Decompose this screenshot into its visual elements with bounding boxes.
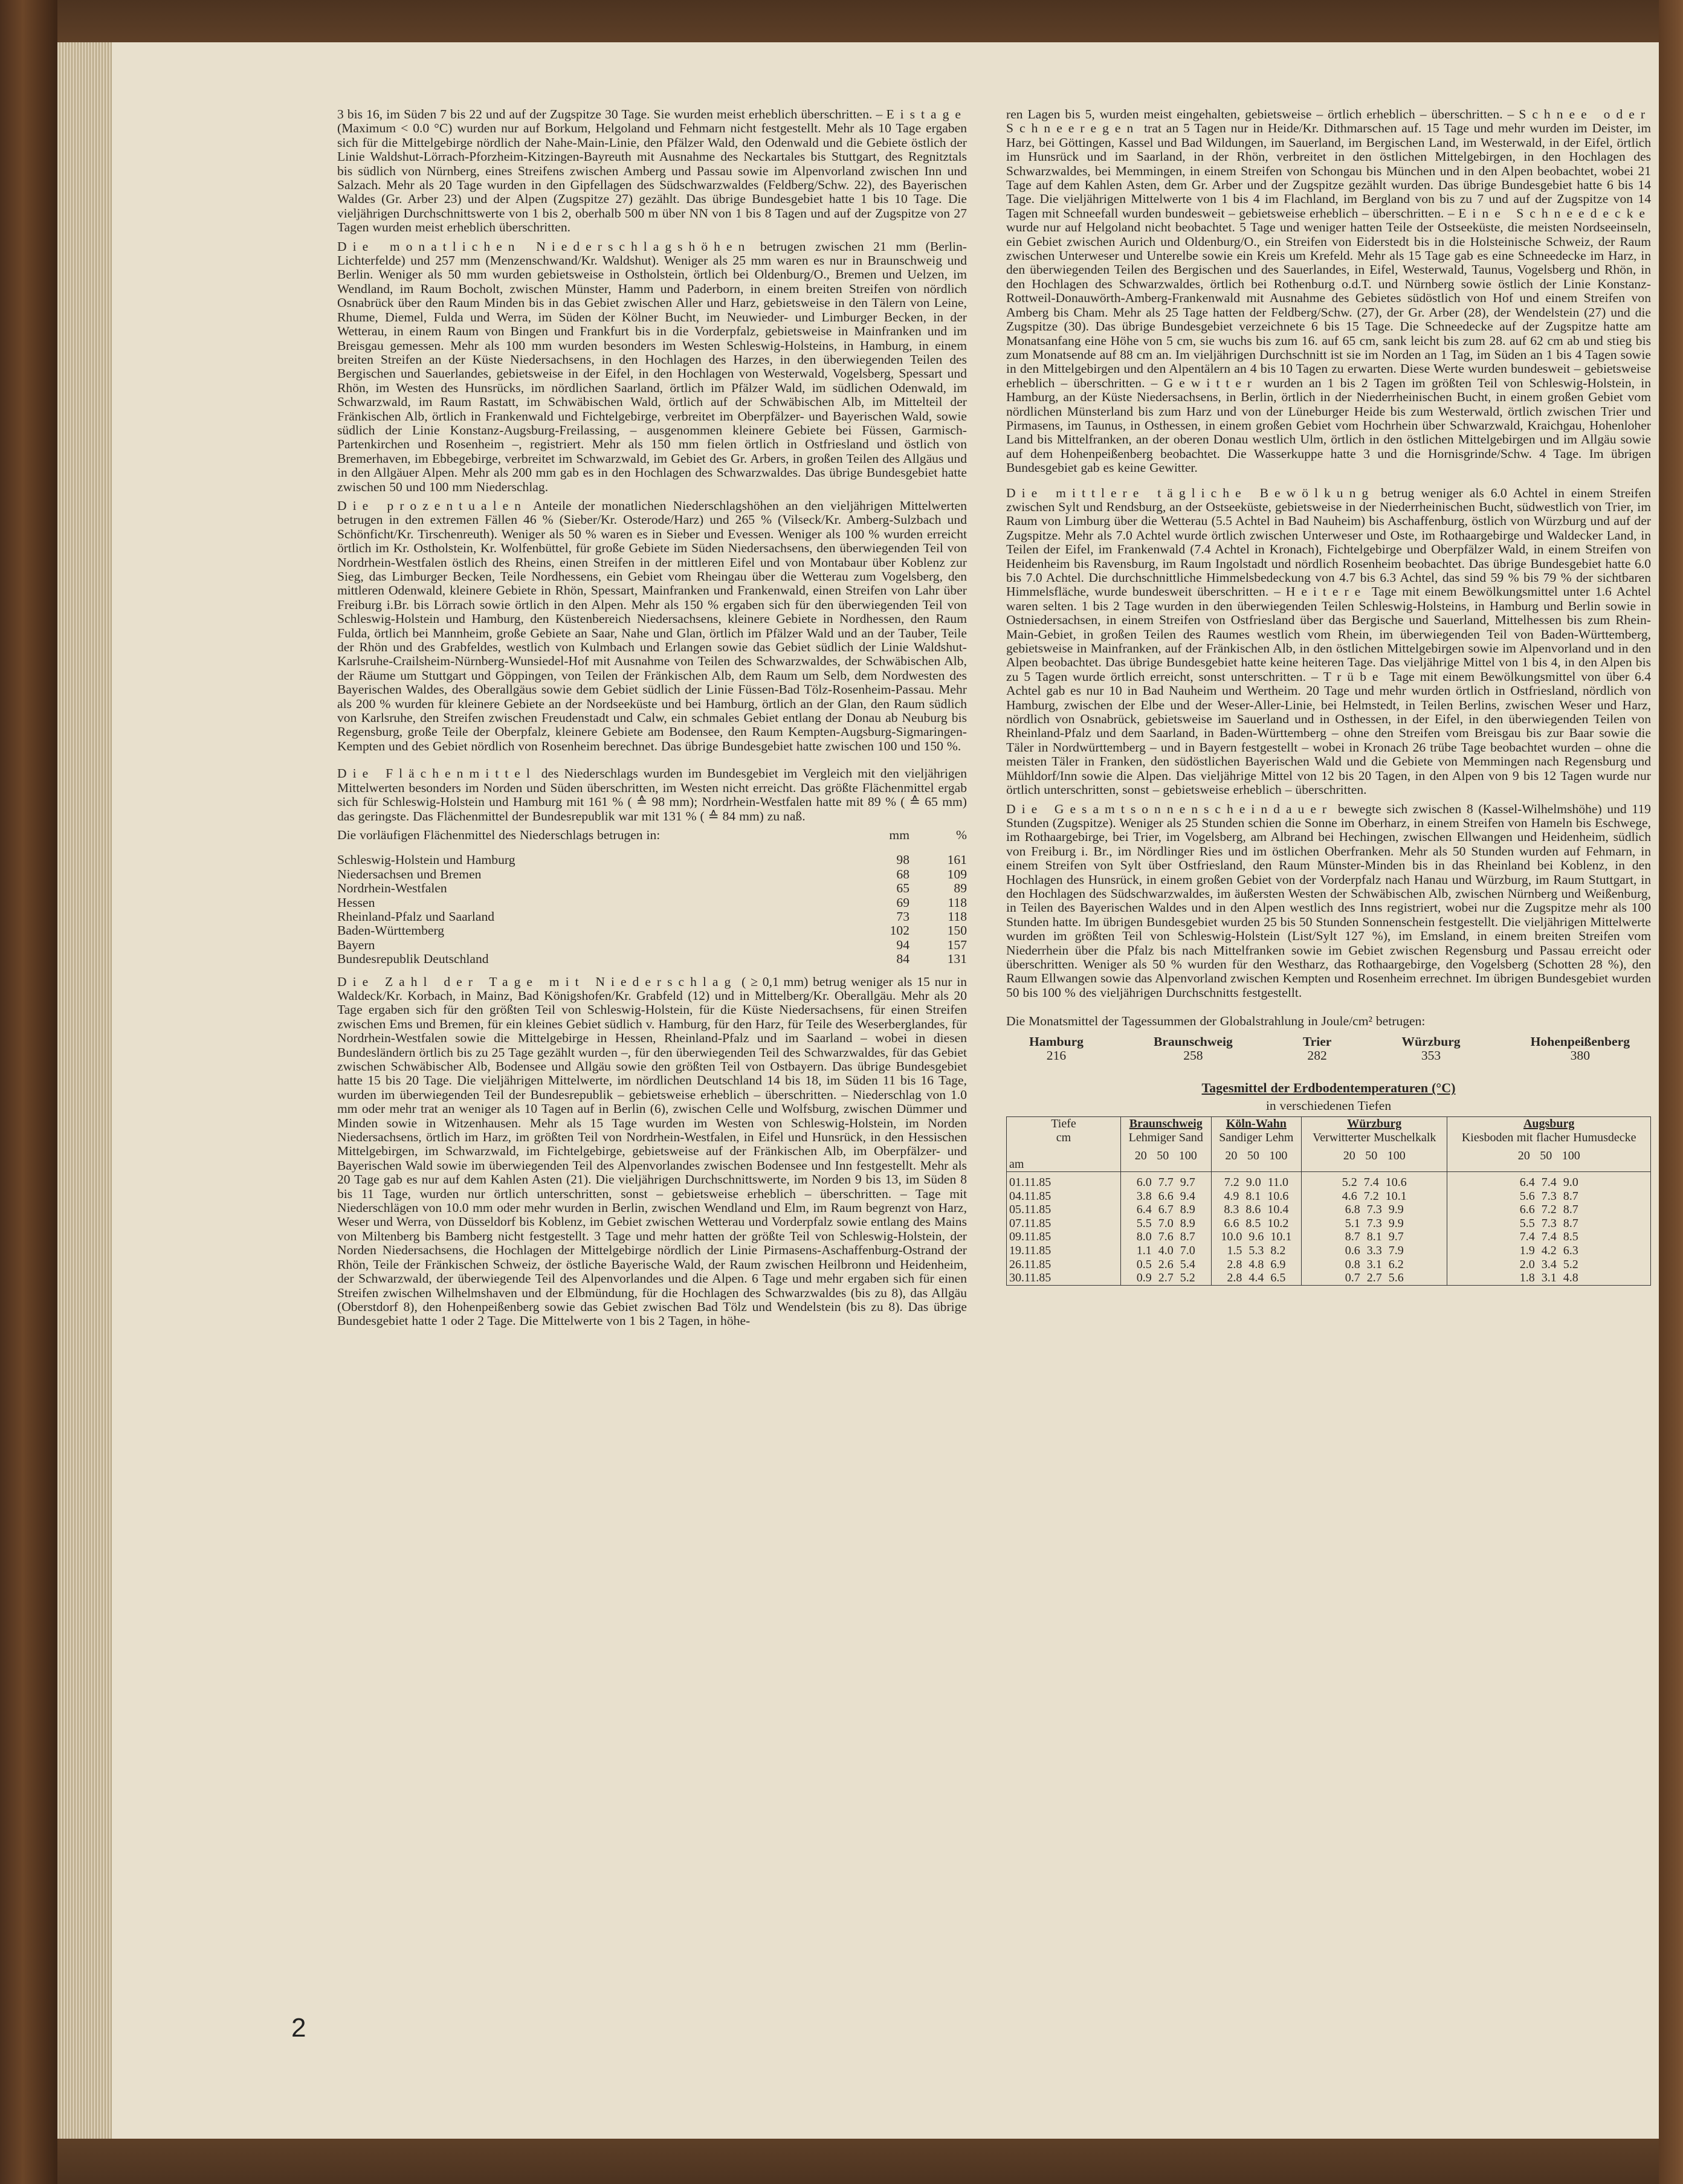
soil-values: 6.8 7.3 9.9 (1302, 1203, 1447, 1217)
cell-region: Schleswig-Holstein und Hamburg (337, 852, 515, 868)
paragraph-bewoelkung: Die mittlere tägliche Bewölkung betrug weniger als 6.0 Achtel in einem Streifen zwischen Sylt und Rendsburg, an der Ostseeküste, gebietsweise in der Niederrheinischen Bucht, südwestlich von Trier, im Raum von Limburg über die Wetterau (5.5 Achtel in Bad Nauheim) bis Aschaffenburg, östlich von Würzburg und auf der Zugspitze. Mehr als 7.0 Achtel wurde örtlich zwischen Unterweser und Oste, im Rothaargebirge und Waldecker Land, in Teilen der Eifel, im Frankenwald (7.4 Achtel in Kronach), Fichtelgebirge und Oberpfälzer Wald, in einem Streifen von Heidenheim bis Ravensburg, im Raum Ingolstadt und nördlich Rosenheim beobachtet. Das übrige Bundesgebiet hatte 6.0 bis 7.0 Achtel. Die durchschnittliche Himmelsbedeckung von 4.7 bis 6.3 Achtel, das sind 59 % bis 79 % der sichtbaren Himmelsfläche, wurde bundesweit überschritten. – Heitere Tage mit einem Bewölkungsmittel unter 1.6 Achtel waren selten. 1 bis 2 Tage wurden in den überwiegenden Teilen Schleswig-Holsteins, in Hamburg und Berlin sowie in Ostniedersachsen, in einem Streifen von Ostfriesland über das Bergische und Sauerland, Mittelhessen bis zum Rhein-Main-Gebiet, in großen Teilen des Raumes westlich vom Rhein, im überwiegenden Teil von Baden-Württemberg, gebietsweise in Mainfranken, auf der Fränkischen Alb, in den östlichen Mittelgebirgen sowie im Alpenvorland und in den Alpen beobachtet. Das übrige Bundesgebiet hatte keine heiteren Tage. Das vieljährige Mittel von 1 bis 4, in den Alpen bis zu 5 Tagen wurde örtlich erreicht, sonst unterschritten. – Trübe Tage mit einem Bewölkungsmittel von über 6.4 Achtel gab es nur 10 in Bad Nauheim und Wertheim. 20 Tage und mehr wurden örtlich in Ostfriesland, nördlich von Hamburg, zwischen der Elbe und der Weser-Aller-Linie, bei Helmstedt, in Teilen Berlins, zwischen Weser und Harz, nördlich von Osnabrück, gebietsweise im Sauerland und in Osthessen, in der Eifel, in den überwiegenden Teilen von Rheinland-Pfalz und dem Saarland, in Baden-Württemberg – ohne den Streifen vom Breisgau bis zur Baar sowie die Täler in Nordwürttemberg – und in Bayern festgestellt – wobei in Kronach 26 trübe Tage beobachtet wurden – ohne die meisten Täler in Franken, den südöstlichen Bayerischen Wald und die Gebiete von Memmingen nach Regensburg und Mühldorf/Inn sowie die Alpen. Das vieljährige Mittel von 12 bis 20 Tagen, in den Alpen von 9 bis 12 Tagen wurde nur örtlich unterschritten, sonst – gebietsweise erheblich – überschritten. (1006, 485, 1652, 797)
radiation-values (1006, 1035, 1651, 1063)
soil-values: 1.8 3.1 4.8 (1447, 1271, 1651, 1285)
station-value: 353 (1421, 1048, 1441, 1063)
station-name: Würzburg (1401, 1034, 1461, 1049)
cell-region: Niedersachsen und Bremen (337, 866, 482, 881)
cell-region: Bayern (337, 937, 375, 952)
cell-mm: 73 (896, 909, 909, 924)
precipitation-table (337, 828, 967, 967)
cell-pct: 150 (947, 923, 967, 938)
soil-values: 8.3 8.6 10.4 (1211, 1203, 1302, 1217)
scan-top-edge (57, 0, 1659, 42)
soil-values: 2.8 4.8 6.9 (1211, 1258, 1302, 1272)
right-column (1006, 108, 1651, 1286)
soil-date: 07.11.85 (1009, 1216, 1051, 1230)
soil-values: 2.8 4.4 6.5 (1211, 1271, 1302, 1285)
cell-pct: 89 (954, 881, 967, 896)
soil-temperature-table (1006, 1116, 1651, 1286)
paragraph-schnee: ren Lagen bis 5, wurden meist eingehalten, gebietsweise – örtlich erheblich – überschritten. – Schnee oder Schneeregen trat an 5 Tagen nur in Heide/Kr. Dithmarschen auf. 15 Tage und mehr wurden im Deister, im Harz, bei Göttingen, Kassel und Bad Wildungen, im Sauerland, im Bergischen Land, im Westerwald, in der Eifel, örtlich im Hunsrück und im Saarland, in der Rhön, verbreitet in den östlichen Mittelgebirgen, in den Hochlagen des Schwarzwaldes, bei Memmingen, in einem Streifen von Schongau bis München und in den Alpen beobachtet, wobei 21 Tage auf dem Kahlen Asten, dem Gr. Arber und der Zugspitze gezählt wurden. Das übrige Bundesgebiet hatte 6 bis 14 Tage. Die vieljährigen Mittelwerte von 1 bis 4 im Flachland, im Bergland von bis zu 7 und auf der Zugspitze von 14 Tagen mit Schneefall wurden bundesweit – gebietsweise erheblich – überschritten. – Eine Schneedecke wurde nur auf Helgoland nicht beobachtet. 5 Tage und weniger hatten Teile der Ostseeküste, die meisten Nordseeinseln, ein Gebiet zwischen Aurich und Oldenburg/O., ein Streifen von Eiderstedt bis in die Holsteinische Schweiz, der Raum zwischen Unterweser und Unterelbe sowie ein Kreis um Krefeld. Mehr als 15 Tage gab es eine Schneedecke im Harz, in den überwiegenden Teilen des Bergischen und des Sauerlandes, in Eifel, Westerwald, Taunus, Vogelsberg und Rhön, in den Hochlagen des Schwarzwaldes, örtlich bei Rothenburg o.d.T. und Nürnberg sowie östlich der Linie Konstanz-Rottweil-Donauwörth-Amberg-Frankenwald mit Ausnahme des Gebietes südöstlich von Hof und einem Streifen von Amberg bis Cham. Mehr als 25 Tage hatten der Feldberg/Schw. (27), der Gr. Arber (28), der Wendelstein (27) und die Zugspitze (30). Das übrige Bundesgebiet verzeichnete 6 bis 15 Tage. Die Schneedecke auf der Zugspitze hatte am Monatsanfang eine Höhe von 5 cm, sie wuchs bis zum 16. auf 65 cm, sank leicht bis zum 28. auf 62 cm ab und stieg bis zum Monatsende auf 88 cm an. Im vieljährigen Durchschnitt ist sie im Norden an 1 Tag, im Süden an 1 bis 4 Tagen sowie in den Mittelgebirgen und den Alpentälern an 4 bis 10 Tagen zu erwarten. Diese Werte wurden bundesweit – gebietsweise erheblich – überschritten. – Gewitter wurden an 1 bis 2 Tagen im größten Teil von Schleswig-Holstein, in Hamburg, an der Küste Niedersachsens, in Berlin, örtlich in der Niederrheinischen Bucht, in einem großen Gebiet vom nördlichen Münsterland bis zum Harz und von der Lüneburger Heide bis zum Westerwald, örtlich zwischen Trier und Pirmasens, im Taunus, in Osthessen, in einem großen Gebiet vom Hochrhein über Schwarzwald, Kraichgau, Hohenloher Land bis Mittelfranken, an der oberen Donau westlich Ulm, örtlich in den östlichen Mittelgebirgen und im Allgäu sowie auf dem Hohenpeißenberg beobachtet. Die Wasserkuppe hatte 3 und die Hornisgrinde/Schw. 4 Tage. Im übrigen Bundesgebiet gab es keine Gewitter. (1006, 107, 1652, 475)
soil-type: Lehmiger Sand (1128, 1130, 1203, 1144)
soil-depths: 20 50 100 (1134, 1149, 1197, 1163)
soil-date: 09.11.85 (1009, 1230, 1051, 1244)
cell-region: Rheinland-Pfalz und Saarland (337, 909, 495, 924)
soil-station-name: Braunschweig (1129, 1117, 1203, 1131)
soil-values: 4.9 8.1 10.6 (1211, 1190, 1302, 1203)
soil-values: 4.6 7.2 10.1 (1302, 1190, 1447, 1203)
soil-station-3 (1447, 1117, 1651, 1172)
soil-station-0 (1121, 1117, 1212, 1172)
soil-date: 30.11.85 (1009, 1271, 1051, 1285)
soil-values: 7.2 9.0 11.0 (1211, 1172, 1302, 1190)
soil-row (1007, 1203, 1651, 1217)
station-value: 380 (1570, 1048, 1590, 1063)
header-mm: mm (889, 827, 909, 842)
station-name: Hamburg (1029, 1034, 1084, 1049)
cell-mm: 98 (896, 852, 909, 868)
soil-values: 5.5 7.0 8.9 (1121, 1217, 1212, 1231)
cell-mm: 68 (896, 866, 909, 881)
soil-values: 0.5 2.6 5.4 (1121, 1258, 1212, 1272)
soil-type: Sandiger Lehm (1219, 1130, 1294, 1144)
soil-row (1007, 1271, 1651, 1285)
station-value: 282 (1307, 1048, 1327, 1063)
soil-values: 0.6 3.3 7.9 (1302, 1244, 1447, 1258)
soil-depths: 20 50 100 (1517, 1149, 1580, 1163)
book-binding-right (1659, 0, 1683, 2184)
soil-values: 1.1 4.0 7.0 (1121, 1244, 1212, 1258)
soil-values: 5.2 7.4 10.6 (1302, 1172, 1447, 1190)
soil-values: 1.9 4.2 6.3 (1447, 1244, 1651, 1258)
table-row (337, 896, 967, 910)
soil-station-name: Augsburg (1523, 1117, 1575, 1131)
soil-values: 5.1 7.3 9.9 (1302, 1217, 1447, 1231)
cell-region: Hessen (337, 895, 375, 910)
soil-row (1007, 1172, 1651, 1190)
table-row (337, 952, 967, 966)
page-number: 2 (291, 2013, 306, 2043)
paragraph-niederschlagshoehen: Die monatlichen Niederschlagshöhen betrugen zwischen 21 mm (Berlin-Lichterfelde) und 257 mm (Menzenschwand/Kr. Waldshut). Weniger als 25 mm waren es nur in Braunschweig und Berlin. Weniger als 50 mm wurden gebietsweise in Ostholstein, örtlich bei Oldenburg/O., Bremen und Uelzen, im Wendland, im Raum Bocholt, zwischen Münster, Hamm und Paderborn, in einem breiten Streifen von nördlich Osnabrück über den Raum Minden bis in das Gebiet zwischen Aller und Harz, gebietsweise in den Tälern von Leine, Rhume, Diemel, Fulda und Werra, im Süden der Kölner Bucht, im Neuwieder- und Limburger Becken, in der Wetterau, in einem Raum von Bingen und Frankfurt bis in die Vorderpfalz, gebietsweise in Mainfranken und im Breisgau gemessen. Mehr als 100 mm wurden besonders im Westen Schleswig-Holsteins, in Hamburg, in einem breiten Streifen an der Küste Niedersachsens, in den Hochlagen des Harzes, in den überwiegenden Teilen des Bergischen und Sauerlandes, gebietsweise in der Eifel, in den Hochlagen von Westerwald, Vogelsberg, Spessart und Rhön, im Westen des Hunsrücks, im nördlichen Saarland, örtlich im Pfälzer Wald, im südlichen Odenwald, im Schwarzwald, im Raum Rastatt, im Schwäbischen Wald, örtlich auf der Schwäbischen Alb, im Mittelteil der Fränkischen Alb, örtlich in Frankenwald und Fichtelgebirge, verbreitet im Oberpfälzer- und Bayerischen Wald, sowie südlich der Linie Konstanz-Augsburg-Freilassing, – ausgenommen kleinere Gebiete bei Füssen, Garmisch-Partenkirchen und Rosenheim –, registriert. Mehr als 150 mm fielen örtlich in Ostfriesland und östlich von Bremerhaven, im Ebbegebirge, verbreitet im Schwarzwald, im Gebiet des Gr. Arbers, in großen Teilen des Allgäus und in den Allgäuer Alpen. Mehr als 200 mm gab es in den Hochlagen des Schwarzwaldes. Das übrige Bundesgebiet hatte zwischen 50 und 100 mm Niederschlag. (337, 239, 967, 494)
cell-mm: 65 (896, 881, 909, 896)
table-row (337, 910, 967, 924)
soil-values: 0.8 3.1 6.2 (1302, 1258, 1447, 1272)
header-pct: % (956, 827, 967, 842)
soil-values: 0.7 2.7 5.6 (1302, 1271, 1447, 1285)
cell-pct: 157 (947, 937, 967, 952)
table-intro: Die vorläufigen Flächenmittel des Niederschlags betrugen in: (337, 827, 661, 842)
soil-values: 8.7 8.1 9.7 (1302, 1230, 1447, 1244)
soil-row (1007, 1230, 1651, 1244)
radiation-station (1531, 1035, 1630, 1063)
station-name: Trier (1302, 1034, 1332, 1049)
paragraph-eistage: 3 bis 16, im Süden 7 bis 22 und auf der Zugspitze 30 Tage. Sie wurden meist erheblich überschritten. – Eistage (Maximum < 0.0 °C) wurden nur auf Borkum, Helgoland und Fehmarn nicht festgestellt. Mehr als 10 Tage ergaben sich für die Mittelgebirge nördlich der Nahe-Main-Linie, den Pfälzer Wald, den Odenwald und die Gebiete östlich der Linie Waldshut-Lörrach-Pforzheim-Kitzingen-Bayreuth mit Ausnahme des Neckartales bis Stuttgart, des Regnitztals bis südlich von Nürnberg, eines Streifens zwischen Amberg und Passau sowie im Alpenvorland zwischen Inn und Salzach. Mehr als 20 Tage wurden in den Gipfellagen des Südschwarzwaldes (Feldberg/Schw. 22), des Bayerischen Waldes (Gr. Arber 23) und der Alpen (Zugspitze 27) gezählt. Das übrige Bundesgebiet hatte 1 bis 10 Tage. Die vieljährigen Durchschnittswerte von 1 bis 2, oberhalb 500 m über NN von 1 bis 8 Tagen und auf der Zugspitze von 27 Tagen wurden meist erheblich überschritten. (337, 107, 967, 235)
soil-values: 5.6 7.3 8.7 (1447, 1190, 1651, 1203)
paragraph-flaechenmittel: Die Flächenmittel des Niederschlags wurden im Bundesgebiet im Vergleich mit den vieljährigen Mittelwerten besonders im Norden und Süden überschritten, im Westen nicht erreicht. Das größte Flächenmittel ergab sich für Schleswig-Holstein und Hamburg mit 161 % ( ≙ 98 mm); Nordrhein-Westfalen hatte mit 89 % ( ≙ 65 mm) das geringste. Das Flächenmittel der Bundesrepublik war mit 131 % ( ≙ 84 mm) zu naß. (337, 766, 967, 823)
soil-station-name: Würzburg (1347, 1117, 1402, 1131)
cell-mm: 69 (896, 895, 909, 910)
left-column (337, 108, 967, 1333)
radiation-station (1029, 1035, 1084, 1063)
radiation-intro: Die Monatsmittel der Tagessummen der Globalstrahlung in Joule/cm² betrugen: (1006, 1014, 1426, 1029)
soil-values: 6.4 7.4 9.0 (1447, 1172, 1651, 1190)
cell-region: Baden-Württemberg (337, 923, 445, 938)
cell-region: Bundesrepublik Deutschland (337, 952, 489, 967)
soil-station-name: Köln-Wahn (1226, 1117, 1287, 1131)
soil-head-tiefe: Tiefe cm am (1007, 1117, 1121, 1172)
paragraph-sonnenschein: Die Gesamtsonnenscheindauer bewegte sich zwischen 8 (Kassel-Wilhelmshöhe) und 119 Stunden (Zugspitze). Weniger als 25 Stunden schien die Sonne im Oberharz, in einem Streifen von Hameln bis Eschwege, im Rothaargebirge, bei Trier, im Vogelsberg, am Albrand bei Hechingen, zwischen Ellwangen und Heidenheim, südlich von Freiburg i. Br., im Nördlinger Ries und im östlichen Oberfranken. Mehr als 50 Stunden wurden auf Fehmarn, in einem Streifen von Sylt über Ostfriesland, den Raum Münster-Minden bis in das Rheinland bei Koblenz, in den Hochlagen des Hunsrück, in einem großen Gebiet von der Vorderpfalz nach Hanau und Würzburg, im Raum Stuttgart, in den Hochlagen des Südschwarzwaldes, im äußersten Westen der Schwäbischen Alb, zwischen Nürnberg und Weißenburg, in Teilen des Bayerischen Waldes und in den Alpen westlich des Inns registriert, wobei nur die Zugspitze mehr als 100 Stunden hatte. Im übrigen Bundesgebiet wurden 25 bis 50 Stunden Sonnenschein festgestellt. Die vieljährigen Mittelwerte wurden im größten Teil von Schleswig-Holstein (List/Sylt 127 %), im Emsland, in einem breiten Streifen vom Niederrhein über die Pfalz bis nach Mittelfranken sowie im Gebiet zwischen Regensburg und Passau erreicht oder überschritten. Weniger als 50 % wurden für den Westharz, das Rothaargebirge, den Vogelsberg (Schotten 28 %), den Raum Ellwangen sowie das Alpenvorland zwischen Kempten und Rosenheim errechnet. Im übrigen Bundesgebiet wurden 50 bis 100 % des vieljährigen Durchschnitts festgestellt. (1006, 801, 1651, 1000)
station-value: 216 (1046, 1048, 1067, 1063)
table-row (337, 853, 967, 867)
soil-values: 6.0 7.7 9.7 (1121, 1172, 1212, 1190)
cell-pct: 109 (947, 866, 967, 881)
cell-pct: 131 (947, 952, 967, 967)
soil-table-title: Tagesmittel der Erdbodentemperaturen (°C) (1201, 1080, 1456, 1096)
soil-depths: 20 50 100 (1225, 1149, 1288, 1163)
soil-station-1 (1211, 1117, 1302, 1172)
soil-row (1007, 1244, 1651, 1258)
station-name: Braunschweig (1154, 1034, 1233, 1049)
soil-type: Kiesboden mit flacher Humusdecke (1461, 1130, 1636, 1144)
soil-date: 26.11.85 (1009, 1257, 1051, 1271)
soil-type: Verwitterter Muschelkalk (1313, 1130, 1436, 1144)
soil-values: 6.4 6.7 8.9 (1121, 1203, 1212, 1217)
soil-values: 3.8 6.6 9.4 (1121, 1190, 1212, 1203)
soil-table-subtitle: in verschiedenen Tiefen (1265, 1098, 1392, 1113)
cell-region: Nordrhein-Westfalen (337, 881, 447, 896)
table-row (337, 938, 967, 952)
soil-values: 7.4 7.4 8.5 (1447, 1230, 1651, 1244)
cell-mm: 94 (896, 937, 909, 952)
soil-values: 0.9 2.7 5.2 (1121, 1271, 1212, 1285)
soil-depths: 20 50 100 (1343, 1149, 1406, 1163)
scan-bottom-edge (57, 2139, 1659, 2184)
radiation-station (1401, 1035, 1460, 1063)
cell-mm: 102 (890, 923, 909, 938)
book-binding-left (0, 0, 57, 2184)
soil-values: 10.0 9.6 10.1 (1211, 1230, 1302, 1244)
radiation-station (1154, 1035, 1233, 1063)
cell-mm: 84 (896, 952, 909, 967)
table-row (337, 881, 967, 895)
soil-values: 5.5 7.3 8.7 (1447, 1217, 1651, 1231)
radiation-station (1303, 1035, 1332, 1063)
soil-date: 19.11.85 (1009, 1243, 1051, 1257)
paragraph-niederschlagstage: Die Zahl der Tage mit Niederschlag ( ≥ 0,1 mm) betrug weniger als 15 nur in Waldeck/Kr. Korbach, in Mainz, Bad Königshofen/Kr. Grabfeld (12) und in Mittelberg/Kr. Oberallgäu. Mehr als 20 Tage ergaben sich für den größten Teil von Schleswig-Holstein, für die Küste Niedersachsens, für einen Streifen zwischen Ems und Bremen, für ein kleines Gebiet südlich v. Hamburg, für den Harz, für Teile des Weserberglandes, für Nordrhein-Westfalen sowie die Mittelgebirge in Hessen, Rheinland-Pfalz und im Saarland – wobei in diesen Bundesländern örtlich bis zu 25 Tage gezählt wurden –, für den überwiegenden Teil des Schwarzwaldes, für das Gebiet zwischen Schwäbischer Alb, Bodensee und Allgäu sowie den größten Teil von Ostbayern. Das übrige Bundesgebiet hatte 15 bis 20 Tage. Die vieljährigen Mittelwerte, im nördlichen Deutschland 14 bis 18, im Süden 11 bis 16 Tage, wurden im überwiegenden Teil der Bundesrepublik – gebietsweise erheblich – überschritten. – Niederschlag von 1.0 mm oder mehr trat an weniger als 10 Tagen auf in Berlin (6), zwischen Celle und Wolfsburg, zwischen Dümmer und Minden sowie in Witzenhausen. Mehr als 15 Tage wurden im Westen von Schleswig-Holstein, im Norden Niedersachsens, örtlich im Harz, im größten Teil von Nordrhein-Westfalen, in Eifel und Hunsrück, in den Hessischen Mittelgebirgen, im Schwarzwald, im Fichtelgebirge, gebietsweise auf der Fränkischen Alb, im Oberpfälzer- und Bayerischen Wald sowie im überwiegenden Teil des Alpenvorlandes zwischen Bodensee und Inn festgestellt. Mehr als 20 Tage gab es nur auf dem Kahlen Asten (21). Die vieljährigen Durchschnittswerte, im Norden 9 bis 13, im Süden 8 bis 11 Tage, wurden nur örtlich unterschritten, sonst – gebietsweise erheblich – überschritten. – Tage mit Niederschlägen von 10.0 mm oder mehr wurden in Berlin, zwischen Wendland und Elm, im Raum begrenzt von Harz, Weser und Werra, von Düsseldorf bis Koblenz, im Gebiet zwischen Wetterau und Vorderpfalz sowie entlang des Mains von Miltenberg bis Bamberg nicht festgestellt. 3 Tage und mehr hatten der größte Teil von Schleswig-Holstein, der Norden Niedersachsens, die Hochlagen der Mittelgebirge nördlich der Linie Pirmasens-Aschaffenburg-Ostrand der Rhön, Teile der Fränkischen Schweiz, der östliche Bayerische Wald, der Raum zwischen Heilbronn und Heidenheim, der Schwarzwald, der überwiegende Teil des Alpenvorlandes und die Alpen. 6 Tage und mehr ergaben sich für einen Streifen zwischen Wilhelmshaven und der Elbmündung, für die Hochlagen des Schwarzwaldes (bis zu 8), das Allgäu (Oberstdorf 8), den Hohenpeißenberg sowie das Gebiet zwischen Bad Tölz und Wendelstein (bis zu 8). Das übrige Bundesgebiet hatte 1 oder 2 Tage. Die Mittelwerte von 1 bis 2 Tagen, in höhe- (337, 974, 967, 1329)
soil-values: 6.6 7.2 8.7 (1447, 1203, 1651, 1217)
page-edges (57, 42, 112, 2139)
soil-row (1007, 1217, 1651, 1231)
table-row (337, 924, 967, 938)
station-name: Hohenpeißenberg (1530, 1034, 1630, 1049)
table-row (337, 868, 967, 881)
cell-pct: 118 (948, 895, 967, 910)
station-value: 258 (1183, 1048, 1203, 1063)
soil-date: 05.11.85 (1009, 1203, 1051, 1217)
soil-values: 6.6 8.5 10.2 (1211, 1217, 1302, 1231)
soil-row (1007, 1190, 1651, 1203)
cell-pct: 118 (948, 909, 967, 924)
paragraph-prozentual: Die prozentualen Anteile der monatlichen Niederschlagshöhen an den vieljährigen Mittelwerten betrugen in den extremen Fällen 46 % (Sieber/Kr. Osterode/Harz) und 265 % (Vilseck/Kr. Amberg-Sulzbach und Schönficht/Kr. Tirschenreuth). Weniger als 50 % waren es in Sieber und Evessen. Weniger als 100 % wurden erreicht örtlich im Kr. Ostholstein, Kr. Wolfenbüttel, für große Gebiete im Süden Niedersachsens, den überwiegenden Teil von Nordrhein-Westfalen östlich des Rheins, einen Streifen in der mittleren Eifel und von Montabaur über Koblenz zur Sieg, das Limburger Becken, Teile Nordhessens, ein Gebiet vom Rheingau über die Wetterau zum Vogelsberg, den mittleren Odenwald, kleinere Gebiete in Rhön, Spessart, Mainfranken und Frankenwald, einen Streifen von Lahr über Freiburg i.Br. bis Lörrach sowie örtlich in den Alpen. Mehr als 150 % ergaben sich für den überwiegenden Teil von Schleswig-Holstein und Hamburg, den Küstenbereich Niedersachsens, kleinere Gebiete in Nordhessen, den Raum Fulda, örtlich bei Mannheim, große Gebiete an Saar, Nahe und Glan, örtlich im Pfälzer Wald und an der Tauber, Teile der Rhön und des Grabfeldes, westlich von Kulmbach und Erlangen sowie das Gebiet südlich der Linie Waldshut-Karlsruhe-Crailsheim-Nürnberg-Wunsiedel-Hof mit Ausnahme von Teilen des Schwarzwaldes, der Schwäbischen Alb, der Räume um Stuttgart und Göppingen, von Teilen der Fränkischen Alb, dem Raum um Selb, dem Nordwesten des Bayerischen Waldes, des Oberallgäus sowie dem Gebiet südlich der Linie Füssen-Bad Tölz-Rosenheim-Passau. Mehr als 200 % wurden für kleinere Gebiete an der Nordseeküste und bei Hamburg, örtlich an der Glan, den Raum südlich von Karlsruhe, den Streifen zwischen Freudenstadt und Calw, ein schmales Gebiet entlang der Donau ab Neuburg bis Regensburg, große Teile der Oberpfalz, kleinere Gebiete am Bodensee, den Raum Kempten-Augsburg-Sigmaringen-Kempten und des Gebiet nördlich von Rosenheim berechnet. Das übrige Bundesgebiet hatte zwischen 100 und 150 %. (337, 498, 967, 753)
cell-pct: 161 (947, 852, 967, 868)
soil-station-2 (1302, 1117, 1447, 1172)
soil-values: 2.0 3.4 5.2 (1447, 1258, 1651, 1272)
soil-values: 1.5 5.3 8.2 (1211, 1244, 1302, 1258)
soil-date: 04.11.85 (1009, 1189, 1051, 1203)
soil-row (1007, 1258, 1651, 1272)
soil-values: 8.0 7.6 8.7 (1121, 1230, 1212, 1244)
soil-date: 01.11.85 (1009, 1176, 1051, 1189)
